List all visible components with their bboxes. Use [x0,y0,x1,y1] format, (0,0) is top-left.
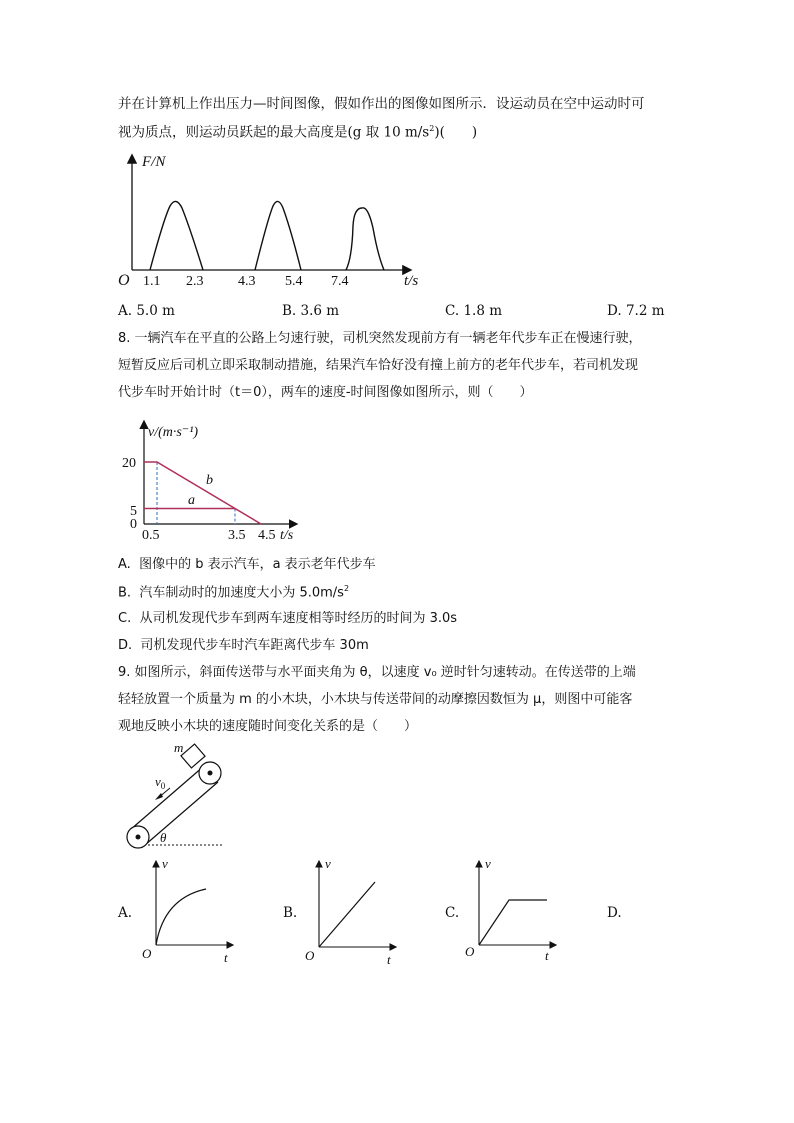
q9-belt-top [130,766,204,830]
svg-text:O: O [465,944,475,959]
q8-stem-line1: 8. 一辆汽车在平直的公路上匀速行驶，司机突然发现前方有一辆老年代步车正在慢速行驶， [118,331,642,346]
q7-tick-5: 7.4 [331,274,349,289]
q9-a-curve [156,889,206,945]
q9-block [181,744,205,768]
q7-option-a: A. 5.0 m [118,303,175,319]
q8-series-label-b: b [206,473,213,488]
q8-y-axis-label: v/(m·s⁻¹) [148,425,199,440]
svg-text:t: t [545,948,549,963]
q7-tick-2: 2.3 [186,274,204,289]
q8-option-a: A. 图像中的 b 表示汽车，a 表示老年代步车 [118,557,376,572]
q8-series-label-a: a [188,493,195,508]
q7-pulse-2 [255,201,301,270]
q7-option-b: B. 3.6 m [282,303,340,319]
q9-option-a-graph [140,856,240,968]
q7-tick-4: 5.4 [285,274,303,289]
q9-velocity-label: $v_0$ [155,774,166,791]
q9-belt-bottom [145,782,218,845]
q7-pulse-3 [346,208,384,270]
q9-lower-pulley-axle [136,835,141,840]
q9-conveyor-belt-diagram [118,742,238,850]
q8-x-tick-0.5: 0.5 [142,528,160,543]
q8-stem-line2: 短暂反应后司机立即采取制动措施，结果汽车恰好没有撞上前方的老年代步车，若司机发现 [118,358,639,373]
q9-option-c-letter: C. [445,905,460,921]
q7-force-time-graph [110,148,430,296]
q9-angle-label: θ [160,830,167,845]
q8-series-line-b [144,462,261,524]
q7-tick-3: 4.3 [238,274,256,289]
q8-y-tick-5: 5 [130,504,137,519]
svg-text:t: t [224,950,228,965]
q8-option-b: B. 汽车制动时的加速度大小为 $5.0m/s^2$ [118,584,350,601]
q9-option-c-graph [463,856,563,968]
q8-x-tick-3.5: 3.5 [228,528,246,543]
q8-y-tick-0: 0 [130,517,137,532]
q7-tick-1: 1.1 [143,274,161,289]
svg-text:t: t [387,952,391,967]
svg-text:O: O [305,948,315,963]
q8-option-c: C. 从司机发现代步车到两车速度相等时经历的时间为 3.0s [118,611,458,626]
q9-velocity-arrowhead [155,793,163,800]
q7-stem-line1: 并在计算机上作出压力—时间图像，假如作出的图像如图所示．设运动员在空中运动时可 [118,96,645,112]
q7-pulse-1 [150,201,203,270]
q8-velocity-time-chart [118,418,318,546]
q7-option-d: D. 7.2 m [607,303,665,319]
q7-y-label: F/N [142,154,166,170]
q9-b-line [319,882,375,947]
svg-text:O: O [142,946,152,961]
q9-mass-label: m [174,742,184,755]
q8-y-tick-20: 20 [122,456,136,471]
q9-stem-line1: 9. 如图所示，斜面传送带与水平面夹角为 θ，以速度 v₀ 逆时针匀速转动。在传送带的上端 [118,665,636,680]
q9-option-a-letter: A. [118,905,133,921]
q9-option-b-letter: B. [283,905,298,921]
q9-stem-line3: 观地反映小木块的速度随时间变化关系的是（ ） [118,719,418,734]
q9-option-d-letter: D. [607,905,622,921]
q9-c-line [479,900,547,945]
svg-text:v: v [162,856,168,871]
q8-option-d: D. 司机发现代步车时汽车距离代步车 30m [118,638,369,653]
q8-x-axis-label: t/s [280,528,294,543]
q7-origin: O [118,272,130,289]
q9-option-b-graph [303,856,403,968]
q7-stem-line2: 视为质点，则运动员跃起的最大高度是(g 取 10 $m/s^2$)( ) [118,124,478,141]
q9-stem-line2: 轻轻放置一个质量为 m 的小木块，小木块与传送带间的动摩擦因数恒为 μ，则图中可能客 [118,692,633,707]
q8-stem-line3: 代步车时开始计时（t＝0），两车的速度-时间图像如图所示，则（ ） [118,385,533,400]
svg-text:v: v [325,856,331,871]
q8-x-tick-4.5: 4.5 [258,528,276,543]
q7-option-c: C. 1.8 m [445,303,502,319]
q7-x-label: t/s [404,273,419,289]
svg-text:v: v [485,856,491,871]
q9-upper-pulley-axle [208,771,213,776]
